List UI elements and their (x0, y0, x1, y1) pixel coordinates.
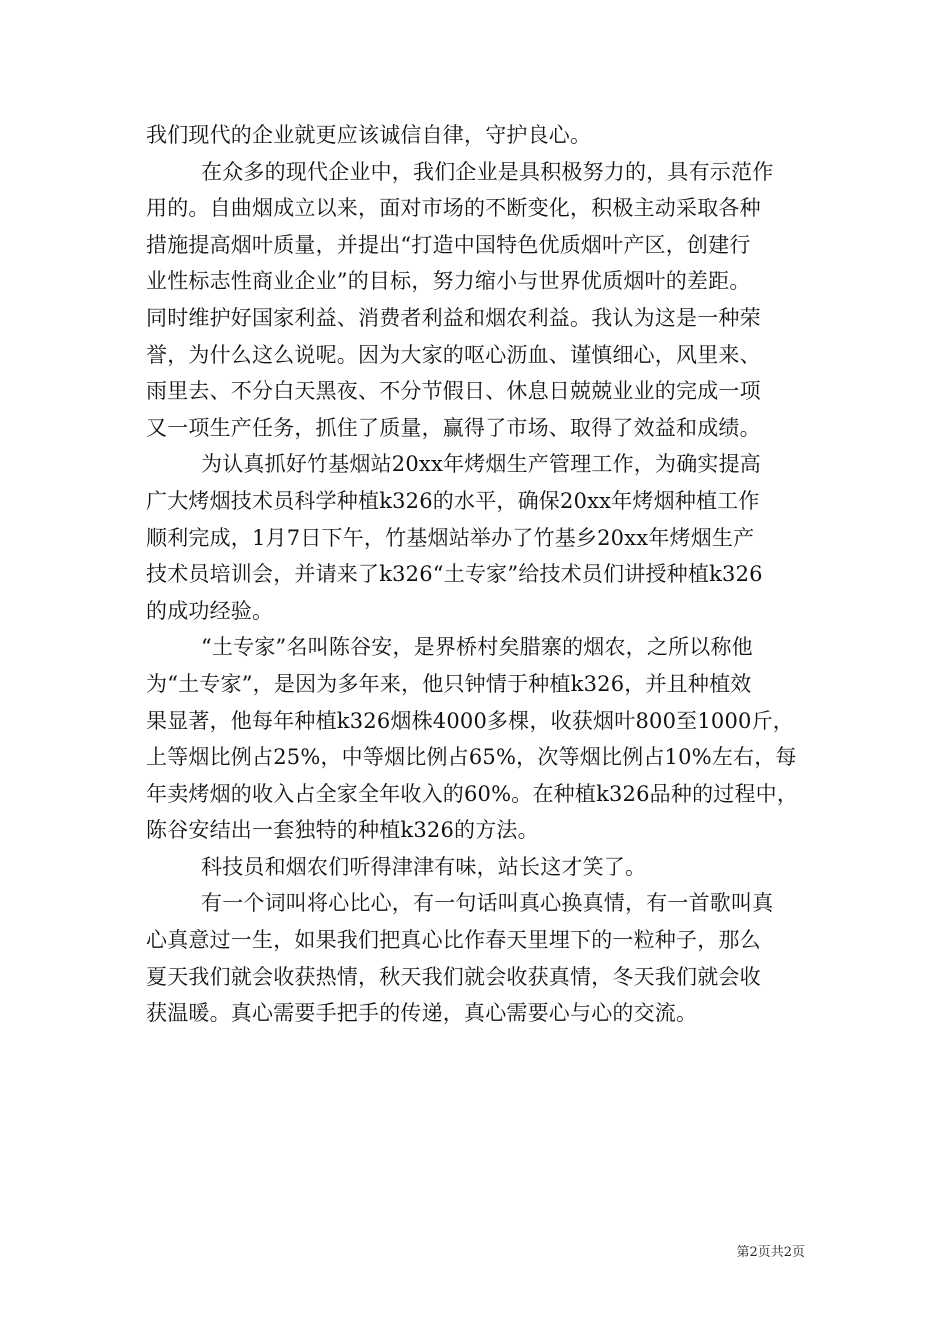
text-line: 又一项生产任务，抓住了质量，赢得了市场、取得了效益和成绩。 (146, 415, 761, 440)
text-line: 同时维护好国家利益、消费者利益和烟农利益。我认为这是一种荣 (146, 305, 761, 330)
text-line: 的成功经验。 (146, 598, 274, 623)
paragraph-start-line: “土专家”名叫陈谷安，是界桥村矣腊寨的烟农，之所以称他 (201, 635, 753, 660)
text-line: 广大烤烟技术员科学种植k326的水平，确保20xx年烤烟种植工作 (146, 488, 760, 513)
paragraph-start-line: 在众多的现代企业中，我们企业是具积极努力的，具有示范作 (201, 159, 774, 184)
text-line: 顺利完成，1月7日下午，竹基烟站举办了竹基乡20xx年烤烟生产 (146, 525, 755, 550)
body-text (146, 117, 816, 1032)
text-line: 我们现代的企业就更应该诚信自律，守护良心。 (146, 123, 592, 147)
text-line: 果显著，他每年种植k326烟株4000多棵，收获烟叶800至1000斤， (146, 708, 794, 733)
text-line: 誉，为什么这么说呢。因为大家的呕心沥血、谨慎细心，风里来、 (146, 342, 761, 367)
text-line: 措施提高烟叶质量，并提出“打造中国特色优质烟叶产区，创建行 (146, 232, 751, 257)
text-line: 上等烟比例占25%，中等烟比例占65%，次等烟比例占10%左右，每 (146, 745, 797, 770)
text-line: 为“土专家”，是因为多年来，他只钟情于种植k326，并且种植效 (146, 671, 752, 696)
text-line: 雨里去、不分白天黑夜、不分节假日、休息日兢兢业业的完成一项 (146, 379, 761, 404)
text-line: 年卖烤烟的收入占全家全年收入的60%。在种植k326品种的过程中， (146, 781, 799, 806)
paragraph-start-line: 科技员和烟农们听得津津有味，站长这才笑了。 (201, 854, 647, 879)
text-line: 获温暖。真心需要手把手的传递，真心需要心与心的交流。 (146, 1001, 698, 1026)
text-line: 陈谷安结出一套独特的种植k326的方法。 (146, 818, 539, 843)
paragraph-start-line: 有一个词叫将心比心，有一句话叫真心换真情，有一首歌叫真 (201, 891, 774, 916)
page-number-footer: 第2页共2页 (736, 1245, 805, 1260)
text-line: 心真意过一生，如果我们把真心比作春天里埋下的一粒种子，那么 (146, 928, 761, 953)
text-line: 用的。自曲烟成立以来，面对市场的不断变化，积极主动采取各种 (146, 196, 761, 221)
text-line: 业性标志性商业企业”的目标，努力缩小与世界优质烟叶的差距。 (146, 269, 751, 294)
paragraph-start-line: 为认真抓好竹基烟站20xx年烤烟生产管理工作，为确实提高 (201, 452, 762, 477)
text-line: 夏天我们就会收获热情，秋天我们就会收获真情，冬天我们就会收 (146, 964, 761, 989)
text-line: 技术员培训会，并请来了k326“土专家”给技术员们讲授种植k326 (146, 562, 763, 587)
